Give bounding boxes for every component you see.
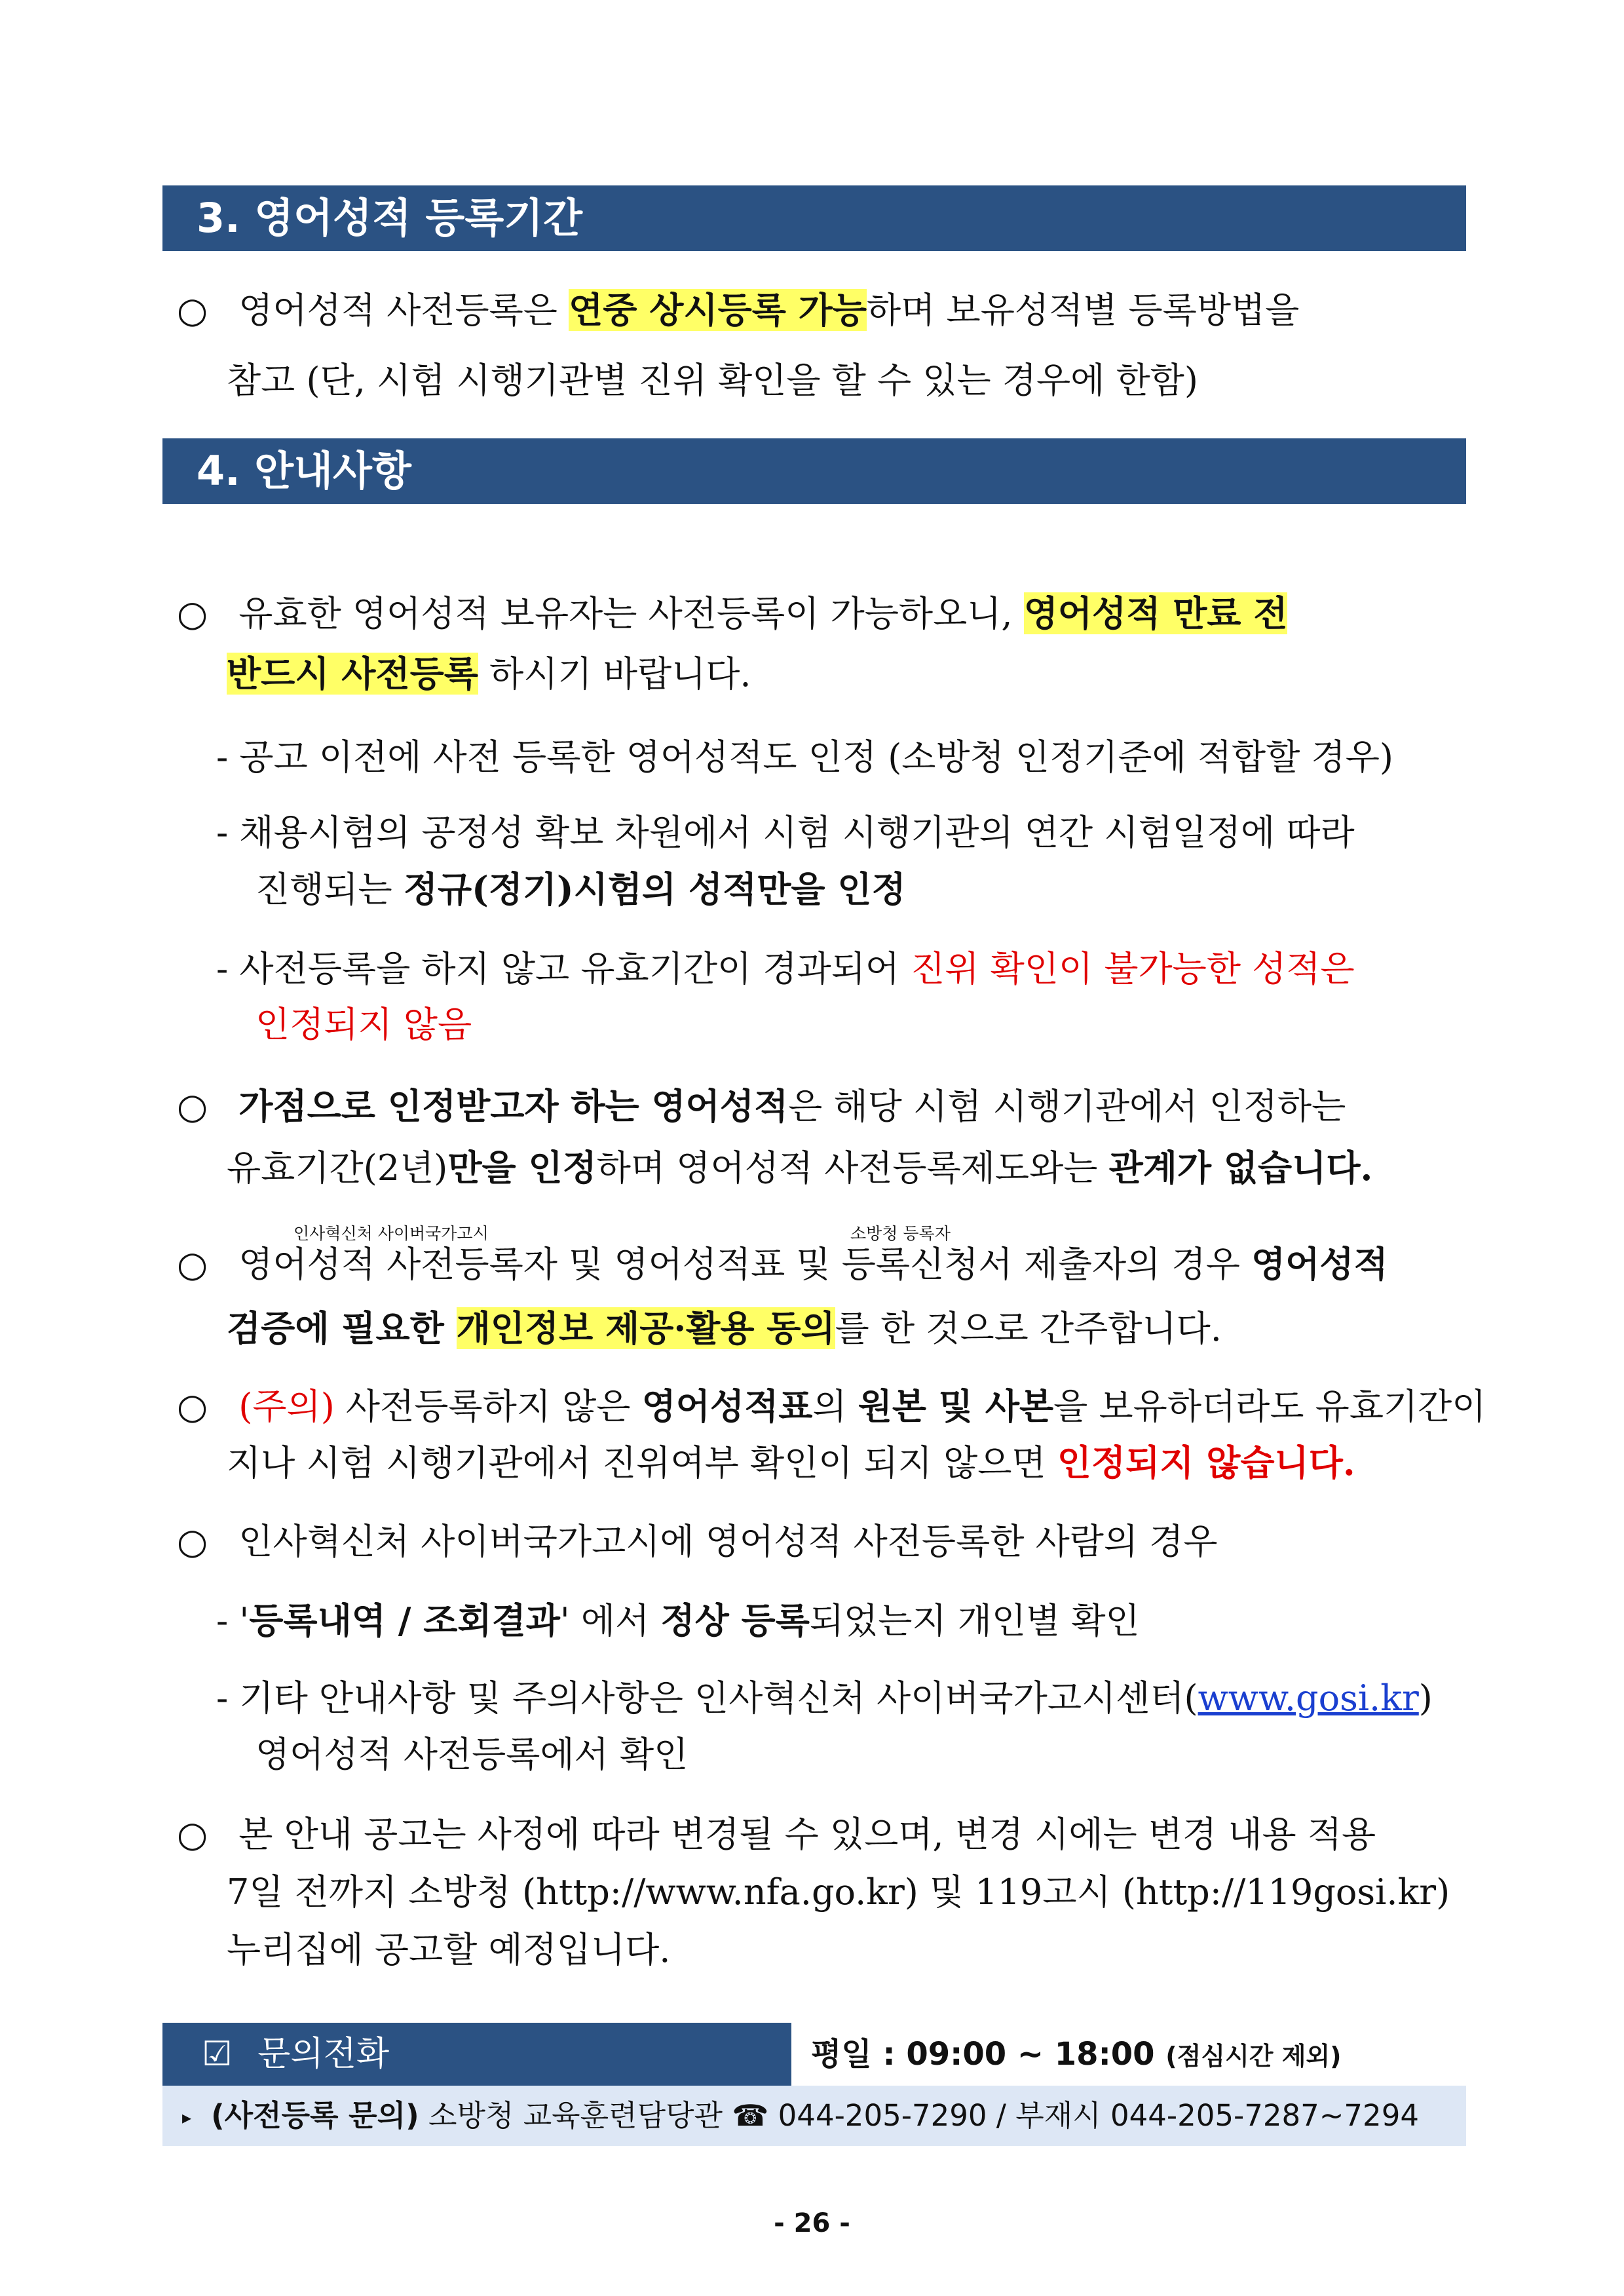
page-number: - 26 - [774, 2208, 850, 2238]
bullet: ○ [177, 1086, 208, 1127]
ruby-note-2: 소방청 등록자 [850, 1224, 951, 1243]
bullet: ○ [177, 1244, 208, 1285]
s4-item3-line-2 [227, 1305, 1222, 1352]
red-text: 진위 확인이 불가능한 성적은 [911, 948, 1355, 989]
bold-text: 원본 및 사본 [858, 1385, 1054, 1427]
bold-text: 등록내역 / 조회결과 [249, 1599, 560, 1641]
text: 유효한 영어성적 보유자는 사전등록이 가능하오니, [238, 593, 1024, 634]
section-3-item-line-2: 참고 (단, 시험 시행기관별 진위 확인을 할 수 있는 경우에 한함) [227, 360, 1198, 401]
bullet: ○ [177, 1386, 208, 1427]
gosi-link[interactable]: www.gosi.kr [1198, 1677, 1419, 1719]
section-3-item-line-1 [177, 286, 1299, 334]
text: 본 안내 공고는 사정에 따라 변경될 수 있으며, 변경 시에는 변경 내용 적용 [238, 1814, 1376, 1855]
s4-sub5-line-2: 영어성적 사전등록에서 확인 [255, 1734, 689, 1775]
text: 인사혁신처 사이버국가고시에 영어성적 사전등록한 사람의 경우 [238, 1521, 1218, 1562]
highlight-text: 영어성적 만료 전 [1023, 592, 1288, 634]
s4-item2-line-1 [177, 1082, 1346, 1130]
triangle-marker-icon: ▸ [182, 2107, 192, 2128]
hours-main: 평일 : 09:00 ~ 18:00 [811, 2036, 1166, 2073]
bold-text: 영어성적 [1251, 1243, 1388, 1285]
s4-sub2-line-2 [255, 866, 906, 913]
text: - ' [216, 1600, 250, 1641]
text: 를 한 것으로 간주합니다. [835, 1308, 1222, 1349]
s4-item2-line-2 [227, 1144, 1372, 1192]
section-3-header: 3. 영어성적 등록기간 [162, 185, 1466, 251]
hours-sub: (점심시간 제외) [1165, 2042, 1342, 2071]
s4-item4-line-1 [177, 1383, 1486, 1430]
s4-item1-line-1 [177, 590, 1287, 638]
text: 을 보유하더라도 유효기간이 [1053, 1386, 1486, 1427]
bold-text: 검증에 필요한 [227, 1307, 457, 1349]
s4-sub3-line-1 [216, 946, 1355, 993]
s4-item6-line-2: 7일 전까지 소방청 (http://www.nfa.go.kr) 및 119고시 (http://119gosi.kr) [227, 1871, 1450, 1913]
contact-title: 문의전화 [257, 2035, 390, 2074]
bold-text: 정규(정기)시험의 성적만을 인정 [403, 868, 906, 910]
highlight-text: 반드시 사전등록 [227, 653, 478, 695]
s4-item6-line-3: 누리집에 공고할 예정입니다. [227, 1929, 671, 1970]
bold-text: 가점으로 인정받고자 하는 영어성적 [238, 1085, 789, 1127]
bullet: ○ [177, 1814, 208, 1855]
s4-sub2-line-1: - 채용시험의 공정성 확보 차원에서 시험 시행기관의 연간 시험일정에 따라 [216, 812, 1355, 853]
s4-item6-line-1 [177, 1811, 1376, 1858]
contact-label: (사전등록 문의) [211, 2098, 419, 2133]
contact-hours [811, 2023, 1342, 2086]
text: 하며 영어성적 사전등록제도와는 [596, 1147, 1109, 1189]
text: ' 에서 [559, 1600, 661, 1641]
text: 은 해당 시험 시행기관에서 인정하는 [788, 1086, 1346, 1127]
s4-sub3-line-2: 인정되지 않음 [255, 1004, 472, 1045]
text: 영어성적 사전등록은 [238, 290, 569, 331]
bullet: ○ [177, 290, 208, 331]
s4-sub5-line-1 [216, 1675, 1433, 1722]
highlight-text: 연중 상시등록 가능 [569, 289, 867, 331]
contact-row [162, 2086, 1466, 2146]
ruby-note-1: 인사혁신처 사이버국가고시 [293, 1224, 489, 1243]
text: 유효기간(2년) [227, 1147, 448, 1189]
s4-sub4 [216, 1597, 1140, 1645]
phone-icon: ☎ [732, 2098, 769, 2133]
red-text: (주의) [238, 1386, 335, 1427]
highlight-text: 개인정보 제공·활용 동의 [456, 1307, 835, 1349]
text: 지나 시험 시행기관에서 진위여부 확인이 되지 않으면 [227, 1442, 1057, 1483]
contact-title-box [162, 2023, 791, 2086]
text: 하며 보유성적별 등록방법을 [867, 290, 1300, 331]
contact-phone: 044-205-7290 / 부재시 044-205-7287~7294 [768, 2098, 1419, 2133]
text: 사전등록하지 않은 [334, 1386, 642, 1427]
s4-item5-line-1 [177, 1518, 1218, 1565]
s4-sub1: - 공고 이전에 사전 등록한 영어성적도 인정 (소방청 인정기준에 적합할 경우) [216, 737, 1393, 778]
contact-dept: 소방청 교육훈련담당관 [419, 2098, 732, 2133]
text: 영어성적 사전등록자 및 영어성적표 및 등록신청서 제출자의 경우 [238, 1244, 1252, 1285]
text: 의 [812, 1386, 858, 1427]
text: 진행되는 [255, 869, 404, 910]
text: - 사전등록을 하지 않고 유효기간이 경과되어 [216, 948, 911, 989]
checkbox-icon: ☑ [202, 2035, 233, 2074]
s4-item1-line-2 [227, 650, 751, 698]
contact-header [162, 2023, 1466, 2086]
text: ) [1418, 1677, 1433, 1719]
bullet: ○ [177, 1521, 208, 1562]
bold-text: 관계가 없습니다. [1108, 1147, 1373, 1189]
section-4-header: 4. 안내사항 [162, 438, 1466, 504]
text: - 기타 안내사항 및 주의사항은 인사혁신처 사이버국가고시센터( [216, 1677, 1198, 1719]
bold-text: 만을 인정 [447, 1147, 597, 1189]
s4-item4-line-2 [227, 1439, 1355, 1487]
text: 하시기 바랍니다. [478, 653, 751, 695]
bold-text: 정상 등록 [660, 1599, 810, 1641]
text: 되었는지 개인별 확인 [809, 1600, 1140, 1641]
bullet: ○ [177, 593, 208, 634]
red-text: 인정되지 않습니다. [1057, 1442, 1355, 1483]
bold-text: 영어성적표 [641, 1385, 813, 1427]
s4-item3-line-1 [177, 1240, 1388, 1288]
